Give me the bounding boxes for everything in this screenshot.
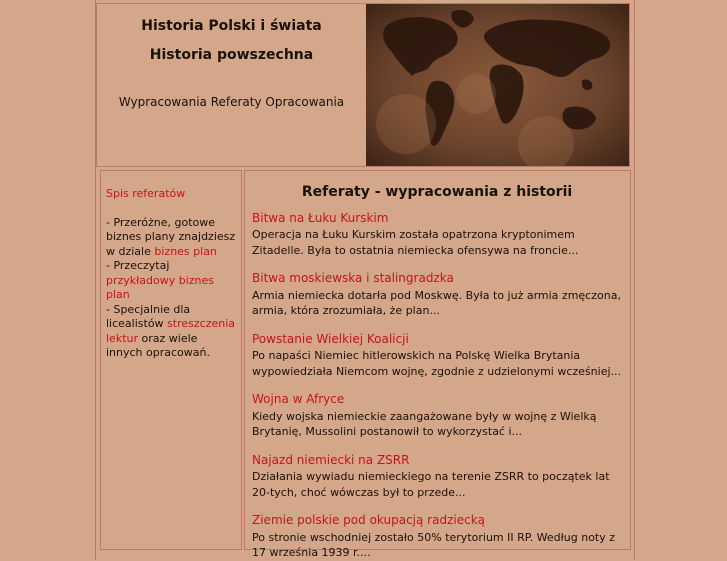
article-excerpt: Operacja na Łuku Kurskim została opatrzona kryptonimem Zitadelle. Była to ostatnia niemiecka ofensywa na froncie... bbox=[252, 228, 579, 257]
article-item bbox=[252, 271, 622, 319]
article-item bbox=[252, 453, 622, 501]
article-item bbox=[252, 211, 622, 259]
sidebar-text: oraz wiele innych opracowań. bbox=[106, 331, 210, 359]
article-link[interactable]: Powstanie Wielkiej Koalicji bbox=[252, 331, 409, 346]
site-title: Historia Polski i świata bbox=[141, 18, 322, 34]
przykladowy-biznes-plan-link[interactable]: przykładowy biznes plan bbox=[106, 273, 215, 301]
header bbox=[96, 3, 630, 167]
article-excerpt: Po stronie wschodniej zostało 50% terytorium II RP. Według noty z 17 września 1939 r.... bbox=[252, 530, 616, 559]
main-content bbox=[244, 170, 631, 559]
sidebar-paragraph-3 bbox=[106, 303, 237, 361]
sidebar-text: - Specjalnie dla licealistów bbox=[106, 302, 191, 330]
sidebar bbox=[100, 170, 242, 550]
world-map-image bbox=[366, 4, 629, 166]
streszczenia-lektur-link[interactable]: streszczenia lektur bbox=[106, 317, 236, 345]
sidebar-text: - Przeczytaj bbox=[106, 259, 170, 272]
article-item bbox=[252, 513, 622, 561]
article-link[interactable]: Ziemie polskie pod okupacją radziecką bbox=[252, 513, 485, 527]
article-excerpt: Po napaści Niemiec hitlerowskich na Polskę Wielka Brytania wypowiedziała Niemcom wojnę, zgodnie z udzielonymi wcześniej... bbox=[252, 349, 622, 378]
biznes-plan-link[interactable]: biznes plan bbox=[154, 244, 217, 258]
article-link[interactable]: Bitwa na Łuku Kurskim bbox=[252, 210, 389, 225]
page-heading: Referaty - wypracowania z historii bbox=[301, 184, 573, 200]
sidebar-paragraph-2 bbox=[106, 259, 237, 303]
article-item bbox=[252, 332, 622, 380]
article-link[interactable]: Bitwa moskiewska i stalingradzka bbox=[252, 271, 454, 285]
site-subtitle: Historia powszechna bbox=[149, 47, 314, 63]
article-link[interactable]: Najazd niemiecki na ZSRR bbox=[252, 452, 410, 467]
header-text bbox=[97, 4, 366, 166]
sidebar-paragraph-1 bbox=[106, 216, 237, 260]
article-item bbox=[252, 392, 622, 440]
article-excerpt: Armia niemiecka dotarła pod Moskwę. Była to już armia zmęczona, armia, która zrozumiała, że plan... bbox=[252, 288, 621, 317]
article-excerpt: Działania wywiadu niemieckiego na terenie ZSRR to początek lat 20-tych, choć wówczas był to przede... bbox=[252, 470, 610, 499]
world-map-graphic bbox=[366, 4, 629, 166]
sidebar-text: - Przeróżne, gotowe biznes plany znajdziesz w dziale bbox=[106, 215, 236, 258]
article-link[interactable]: Wojna w Afryce bbox=[252, 392, 345, 406]
sidebar-link-spis-referatow[interactable]: Spis referatów bbox=[106, 187, 186, 200]
site-tagline: Wypracowania Referaty Opracowania bbox=[118, 95, 345, 109]
article-excerpt: Kiedy wojska niemieckie zaangażowane były w wojnę z Wielką Brytanię, Mussolini postanowił to wykorzystać i... bbox=[252, 409, 597, 438]
